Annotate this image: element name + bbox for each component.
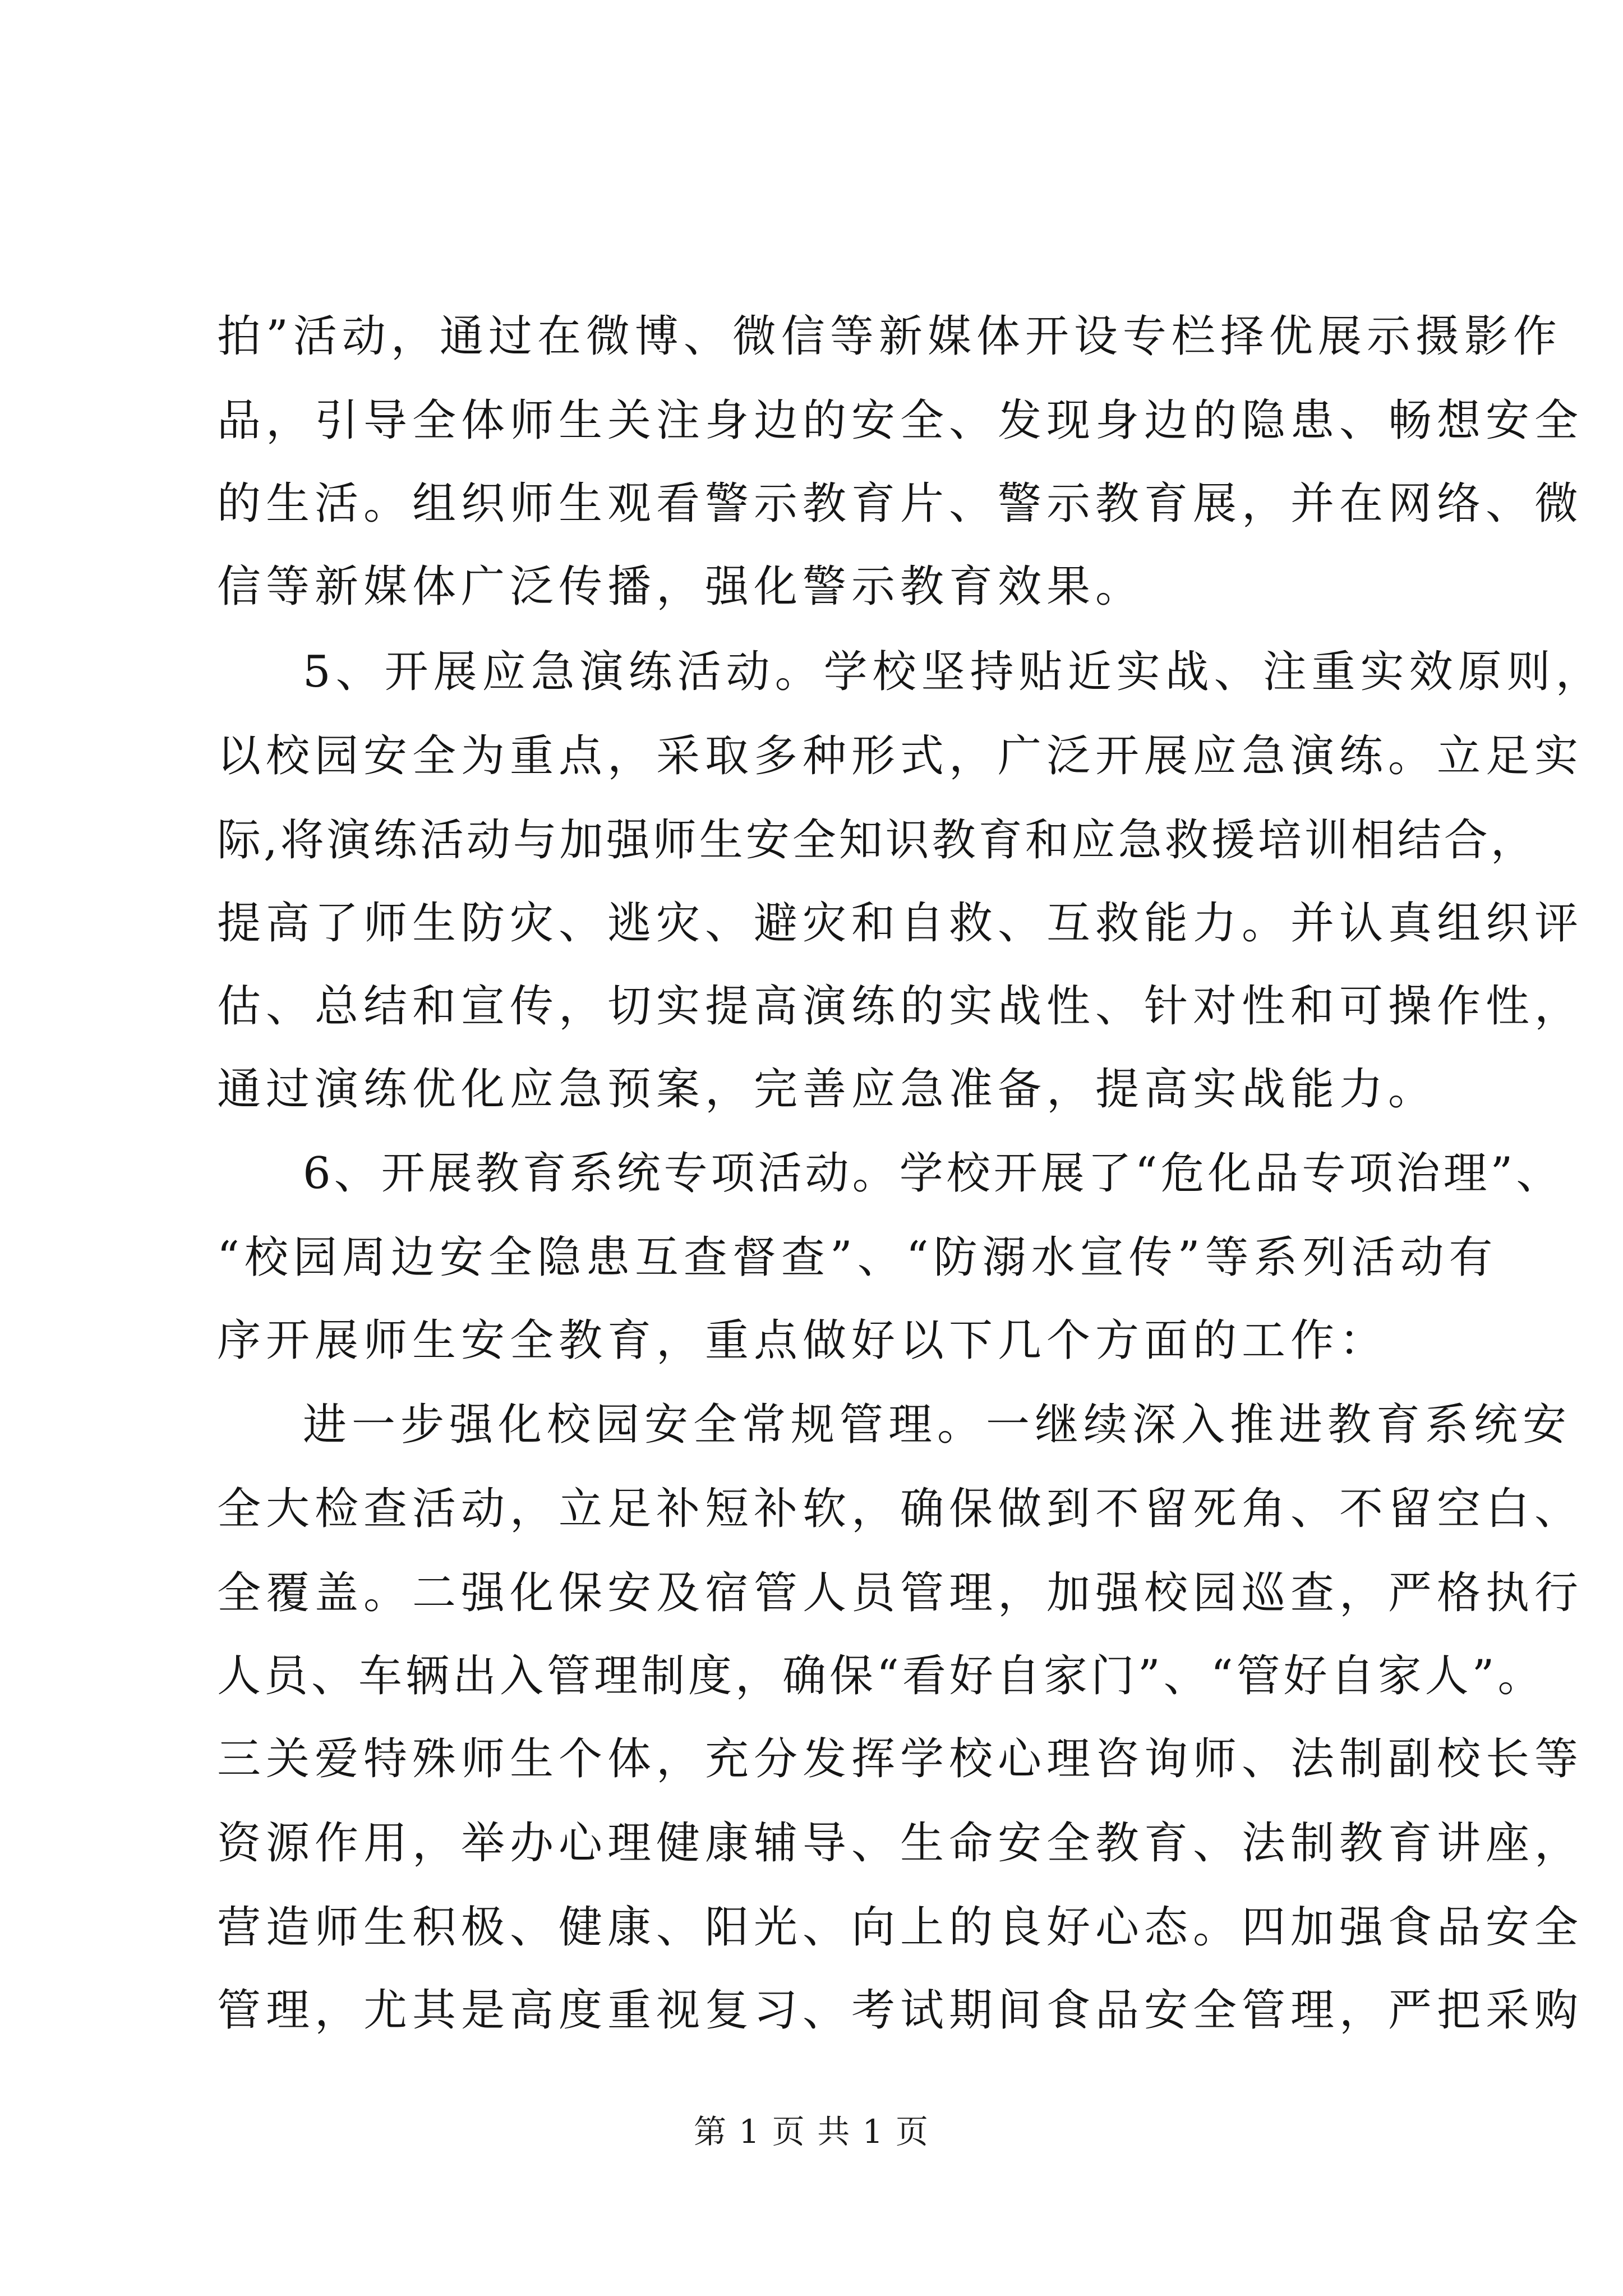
text-line-8: 提高了师生防灾、逃灾、避灾和自救、互救能力。并认真组织评 (217, 898, 1584, 949)
text-line-4: 信等新媒体广泛传播，强化警示教育效果。 (217, 562, 1145, 612)
text-line-18: 三关爱特殊师生个体，充分发挥学校心理咨询师、法制副校长等 (217, 1734, 1584, 1784)
text-line-13: 序开展师生安全教育，重点做好以下几个方面的工作： (217, 1315, 1389, 1366)
text-line-19: 资源作用，举办心理健康辅导、生命安全教育、法制教育讲座， (217, 1818, 1584, 1869)
text-line-12: “校园周边安全隐患互查督查”、“防溺水宣传”等系列活动有 (217, 1232, 1498, 1283)
text-line-3: 的生活。组织师生观看警示教育片、警示教育展，并在网络、微 (217, 478, 1584, 529)
paragraph-7-line-1: 进一步强化校园安全常规管理。一继续深入推进教育系统安 (303, 1400, 1572, 1450)
page-footer: 第 1 页 共 1 页 (694, 2113, 929, 2151)
text-line-15: 全大检查活动，立足补短补软，确保做到不留死角、不留空白、 (217, 1484, 1584, 1534)
text-line-10: 通过演练优化应急预案，完善应急准备，提高实战能力。 (217, 1064, 1437, 1115)
text-line-21: 管理，尤其是高度重视复习、考试期间食品安全管理，严把采购 (217, 1985, 1584, 2036)
text-line-7: 际,将演练活动与加强师生安全知识教育和应急救援培训相结合， (217, 815, 1537, 866)
paragraph-5-line-1: 5、开展应急演练活动。学校坚持贴近实战、注重实效原则， (303, 647, 1604, 697)
text-line-1: 拍”活动，通过在微博、微信等新媒体开设专栏择优展示摄影作 (217, 311, 1562, 362)
text-line-17: 人员、车辆出入管理制度，确保“看好自家门”、“管好自家人”。 (217, 1651, 1545, 1701)
text-line-20: 营造师生积极、健康、阳光、向上的良好心态。四加强食品安全 (217, 1902, 1584, 1953)
text-line-6: 以校园安全为重点，采取多种形式，广泛开展应急演练。立足实 (217, 731, 1584, 781)
paragraph-6-line-1: 6、开展教育系统专项活动。学校开展了“危化品专项治理”、 (303, 1148, 1564, 1199)
text-line-9: 估、总结和宣传，切实提高演练的实战性、针对性和可操作性， (217, 981, 1584, 1032)
text-line-2: 品，引导全体师生关注身边的安全、发现身边的隐患、畅想安全 (217, 395, 1584, 446)
text-line-16: 全覆盖。二强化保安及宿管人员管理，加强校园巡查，严格执行 (217, 1568, 1584, 1618)
